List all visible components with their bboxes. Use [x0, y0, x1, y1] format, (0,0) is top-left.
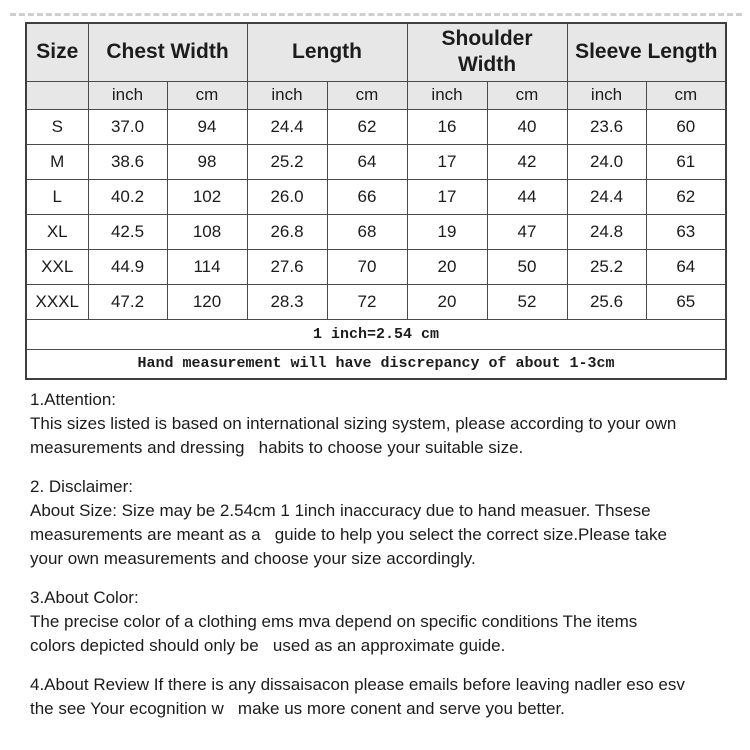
note-line: About Size: Size may be 2.54cm 1 1inch inaccuracy due to hand measuer. Thsese: [30, 501, 651, 520]
size-row-l: [26, 179, 726, 214]
unit-header-inch: inch: [567, 81, 646, 109]
value-cell: 60: [646, 109, 726, 144]
note-line: the see Your ecognition w make us more conent and serve you better.: [30, 699, 565, 718]
conversion-note: 1 inch=2.54 cm: [26, 319, 726, 349]
measurement-note-row: [26, 349, 726, 379]
unit-header-cm: cm: [327, 81, 407, 109]
note-line: 4.About Review If there is any dissaisacon please emails before leaving nadler eso esv: [30, 675, 685, 694]
note-about-color-heading: 3.About Color:: [30, 588, 139, 607]
size-cell: XL: [26, 214, 88, 249]
value-cell: 94: [167, 109, 247, 144]
value-cell: 17: [407, 144, 487, 179]
note-line: your own measurements and choose your size accordingly.: [30, 549, 476, 568]
note-line: The precise color of a clothing ems mva depend on specific conditions The items: [30, 612, 638, 631]
value-cell: 24.4: [567, 179, 646, 214]
column-header-length: Length: [247, 23, 407, 81]
unit-header-empty: [26, 81, 88, 109]
value-cell: 120: [167, 284, 247, 319]
value-cell: 42: [487, 144, 567, 179]
notes-section: [30, 388, 730, 736]
value-cell: 47: [487, 214, 567, 249]
value-cell: 102: [167, 179, 247, 214]
unit-header-inch: inch: [247, 81, 327, 109]
value-cell: 65: [646, 284, 726, 319]
size-cell: S: [26, 109, 88, 144]
value-cell: 16: [407, 109, 487, 144]
column-header-chest-width: Chest Width: [88, 23, 247, 81]
value-cell: 26.0: [247, 179, 327, 214]
size-row-s: [26, 109, 726, 144]
column-header-shoulder-width: Shoulder Width: [407, 23, 567, 81]
value-cell: 26.8: [247, 214, 327, 249]
column-header-size: Size: [26, 23, 88, 81]
value-cell: 114: [167, 249, 247, 284]
value-cell: 61: [646, 144, 726, 179]
value-cell: 47.2: [88, 284, 167, 319]
value-cell: 37.0: [88, 109, 167, 144]
column-header-sleeve-length: Sleeve Length: [567, 23, 726, 81]
note-attention: [30, 388, 730, 460]
size-cell: M: [26, 144, 88, 179]
note-disclaimer-heading: 2. Disclaimer:: [30, 477, 133, 496]
size-cell: L: [26, 179, 88, 214]
unit-header-cm: cm: [167, 81, 247, 109]
value-cell: 40.2: [88, 179, 167, 214]
note-line: colors depicted should only be used as an approximate guide.: [30, 636, 506, 655]
value-cell: 23.6: [567, 109, 646, 144]
value-cell: 28.3: [247, 284, 327, 319]
unit-header-inch: inch: [88, 81, 167, 109]
conversion-note-row: [26, 319, 726, 349]
unit-header-cm: cm: [487, 81, 567, 109]
value-cell: 44: [487, 179, 567, 214]
value-cell: 25.6: [567, 284, 646, 319]
note-line: This sizes listed is based on international sizing system, please according to your own: [30, 414, 677, 433]
value-cell: 38.6: [88, 144, 167, 179]
value-cell: 66: [327, 179, 407, 214]
value-cell: 68: [327, 214, 407, 249]
value-cell: 98: [167, 144, 247, 179]
value-cell: 64: [646, 249, 726, 284]
note-disclaimer: [30, 475, 730, 571]
size-chart-table: [25, 22, 727, 380]
size-row-xl: [26, 214, 726, 249]
table-header-row: [26, 23, 726, 81]
value-cell: 72: [327, 284, 407, 319]
note-line: measurements are meant as a guide to help you select the correct size.Please take: [30, 525, 667, 544]
value-cell: 62: [327, 109, 407, 144]
value-cell: 63: [646, 214, 726, 249]
value-cell: 20: [407, 284, 487, 319]
note-about-color: [30, 586, 730, 658]
size-row-m: [26, 144, 726, 179]
unit-header-row: [26, 81, 726, 109]
size-row-xxl: [26, 249, 726, 284]
value-cell: 70: [327, 249, 407, 284]
value-cell: 25.2: [567, 249, 646, 284]
value-cell: 42.5: [88, 214, 167, 249]
value-cell: 24.8: [567, 214, 646, 249]
value-cell: 44.9: [88, 249, 167, 284]
value-cell: 50: [487, 249, 567, 284]
value-cell: 19: [407, 214, 487, 249]
value-cell: 24.0: [567, 144, 646, 179]
value-cell: 108: [167, 214, 247, 249]
value-cell: 40: [487, 109, 567, 144]
value-cell: 52: [487, 284, 567, 319]
size-cell: XXL: [26, 249, 88, 284]
size-cell: XXXL: [26, 284, 88, 319]
value-cell: 62: [646, 179, 726, 214]
note-about-review: [30, 673, 730, 721]
note-line: measurements and dressing habits to choose your suitable size.: [30, 438, 524, 457]
value-cell: 24.4: [247, 109, 327, 144]
value-cell: 25.2: [247, 144, 327, 179]
value-cell: 64: [327, 144, 407, 179]
unit-header-inch: inch: [407, 81, 487, 109]
value-cell: 27.6: [247, 249, 327, 284]
unit-header-cm: cm: [646, 81, 726, 109]
size-row-xxxl: [26, 284, 726, 319]
dashed-separator: [10, 13, 742, 16]
note-attention-heading: 1.Attention:: [30, 390, 117, 409]
measurement-note: Hand measurement will have discrepancy of about 1-3cm: [26, 349, 726, 379]
value-cell: 20: [407, 249, 487, 284]
value-cell: 17: [407, 179, 487, 214]
